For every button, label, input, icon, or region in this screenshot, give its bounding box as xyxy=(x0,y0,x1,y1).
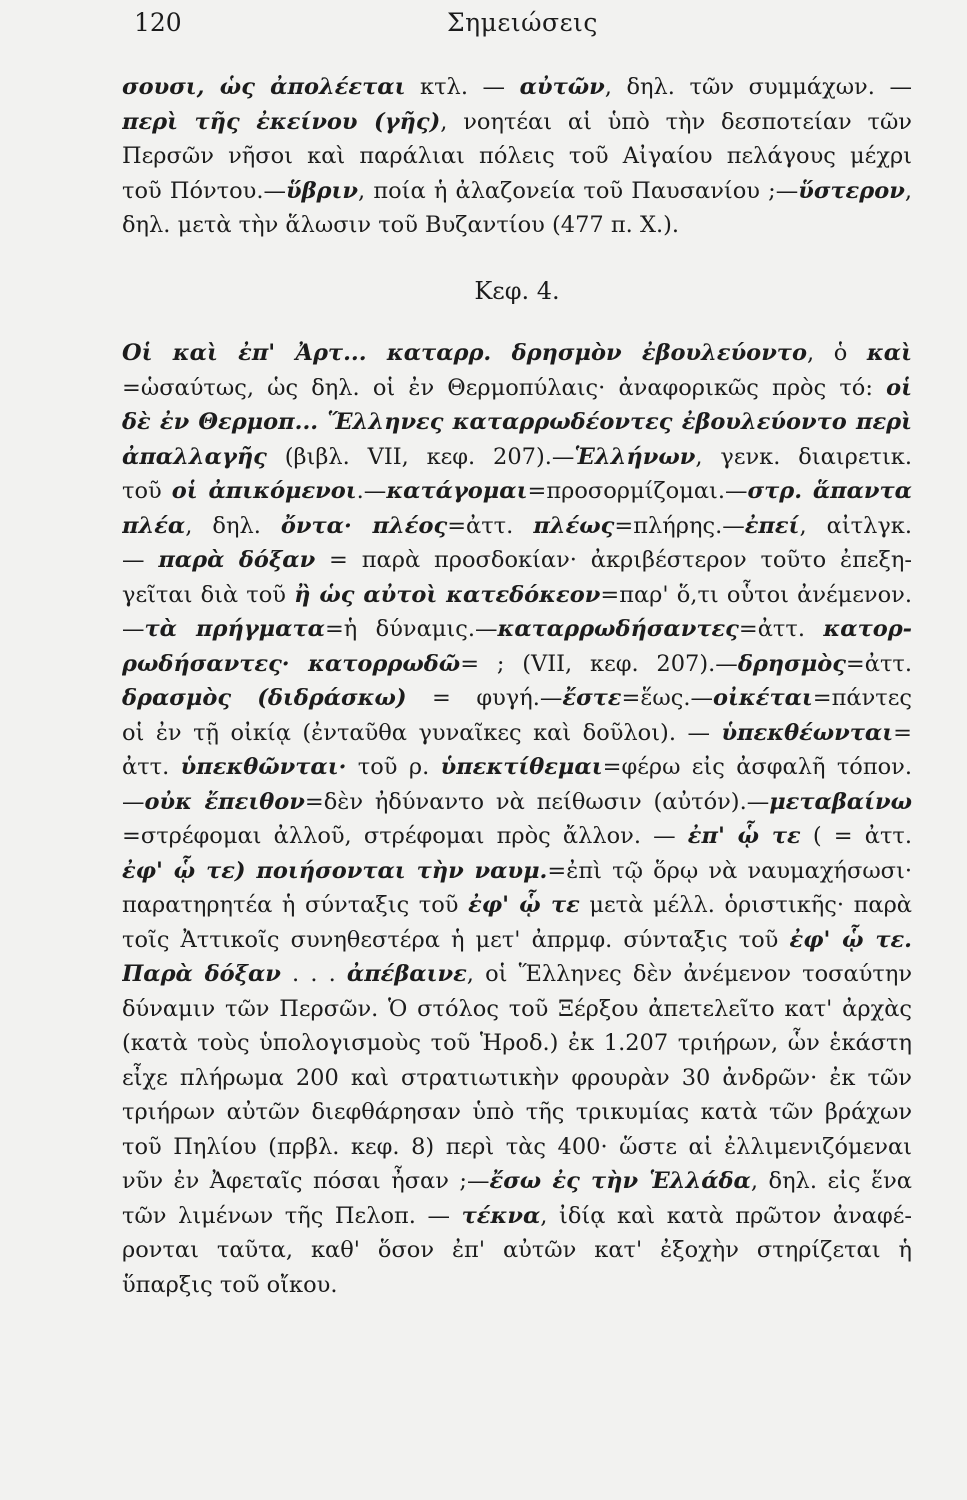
text-line xyxy=(122,819,912,854)
commentary-text: , δηλ. τῶν συμμάχων. — xyxy=(604,74,912,100)
lemma-term: αὐτῶν xyxy=(519,74,605,100)
lemma-term: ἐφ' ᾧ τε) ποιήσονται τὴν ναυμ. xyxy=(122,857,548,884)
commentary-text: γεῖται διὰ τοῦ xyxy=(122,581,295,608)
lemma-term: τὰ πρήγματα xyxy=(144,616,325,642)
commentary-text: (βιβλ. VII, κεφ. 207).— xyxy=(266,443,575,470)
commentary-text: =ἡ δύναμις.— xyxy=(324,616,498,642)
text-line xyxy=(122,1061,912,1096)
text-line xyxy=(122,1095,912,1130)
lemma-term: παρὰ δόξαν xyxy=(158,547,316,573)
lemma-term: οἰκέται xyxy=(713,685,813,711)
text-line xyxy=(122,1233,912,1268)
commentary-text: παρατηρητέα ἡ σύνταξις τοῦ xyxy=(122,892,469,918)
lemma-term: πλέα xyxy=(122,512,186,539)
lemma-term: ἀπαλλαγῆς xyxy=(122,443,267,470)
text-line xyxy=(122,1026,912,1061)
text-line xyxy=(122,888,912,923)
commentary-text: , ἰδίᾳ καὶ κατὰ πρῶτον ἀναφέ- xyxy=(540,1202,912,1229)
text-line xyxy=(122,474,912,509)
commentary-text: . . . xyxy=(280,961,347,987)
chapter-heading: Κεφ. 4. xyxy=(474,276,560,305)
commentary-text: τοῦ Πόντου.— xyxy=(122,177,286,204)
commentary-text: μετὰ μέλλ. ὁριστικῆς· παρὰ xyxy=(579,892,912,918)
text-line xyxy=(122,1164,912,1199)
commentary-text: δηλ. μετὰ τὴν ἅλωσιν τοῦ Βυζαντίου (477 π. Χ.). xyxy=(122,212,680,238)
lemma-term: οὐκ ἔπειθον xyxy=(144,788,305,815)
commentary-text: , νοητέαι αἱ ὑπὸ τὴν δεσποτείαν τῶν xyxy=(440,108,912,135)
text-line xyxy=(122,543,912,578)
commentary-text: Περσῶν νῆσοι καὶ παράλιαι πόλεις τοῦ Αἰγαίου πελάγους μέχρι xyxy=(122,143,912,169)
text-line xyxy=(122,509,912,544)
lemma-term: ἔστε xyxy=(562,685,622,711)
text-line xyxy=(122,578,912,613)
text-line xyxy=(122,440,912,475)
lemma-term: τέκνα xyxy=(461,1202,541,1229)
commentary-text: ἀττ. xyxy=(122,754,181,780)
commentary-text: (κατὰ τοὺς ὑπολογισμοὺς τοῦ Ἡροδ.) ἐκ 1.207 τριήρων, ὧν ἑκάστη xyxy=(122,1030,912,1056)
commentary-text: =φέρω εἰς ἀσφαλῆ τόπον. xyxy=(602,754,912,780)
commentary-text: =ἐπὶ τῷ ὅρῳ νὰ ναυμαχήσωσι· xyxy=(547,857,912,884)
lemma-term: καὶ xyxy=(866,340,912,366)
text-line xyxy=(122,336,912,371)
lemma-term: ἢ ὡς αὐτοὶ κατεδόκεον xyxy=(294,581,601,608)
commentary-text: =δὲν ἠδύναντο νὰ πείθωσιν (αὐτόν).— xyxy=(304,788,770,815)
text-line xyxy=(122,681,912,716)
text-line xyxy=(122,70,912,105)
text-line xyxy=(122,854,912,889)
lemma-term: Οἱ καὶ ἐπ' Ἀρτ... καταρρ. δρησμὸν ἐβουλεύοντο xyxy=(122,340,807,366)
text-line xyxy=(122,647,912,682)
lemma-term: σουσι, ὡς ἀπολέεται xyxy=(122,74,406,100)
commentary-text: τοῦ Πηλίου (πρβλ. κεφ. 8) περὶ τὰς 400· ὥστε αἱ ἐλλιμενιζόμεναι xyxy=(122,1133,912,1160)
text-line xyxy=(122,1268,912,1303)
lemma-term: πλέως xyxy=(533,512,615,539)
lemma-term: Παρὰ δόξαν xyxy=(122,961,281,987)
lemma-term: κατάγομαι xyxy=(386,478,528,504)
lemma-term: οἱ ἀπικόμενοι xyxy=(171,478,357,504)
lemma-term: ὕβριν xyxy=(286,177,359,204)
lemma-term: κατορ- xyxy=(823,616,912,642)
lemma-term: ἐπεί xyxy=(744,512,800,539)
lemma-term: ὑπεκτίθεμαι xyxy=(440,754,603,780)
commentary-text: δύναμιν τῶν Περσῶν. Ὁ στόλος τοῦ Ξέρξου ἀπετελεῖτο κατ' ἀρχὰς xyxy=(122,995,912,1022)
text-line xyxy=(122,405,912,440)
lemma-term: ἔσω ἐς τὴν Ἑλλάδα xyxy=(489,1168,751,1194)
commentary-text: = φυγή.— xyxy=(406,685,563,711)
commentary-text: ( = ἀττ. xyxy=(800,823,912,849)
commentary-text: = ; (VII, κεφ. 207).— xyxy=(460,650,738,677)
text-line xyxy=(122,371,912,406)
commentary-text: =πλήρης.— xyxy=(614,512,745,539)
lemma-term: δρησμὸς xyxy=(737,650,846,677)
lemma-term: ὄντα· πλέος xyxy=(280,512,448,539)
commentary-text: — xyxy=(122,788,145,815)
lemma-term: ἐφ' ᾧ τε xyxy=(468,892,580,918)
lemma-term: ἀπέβαινε xyxy=(346,961,467,987)
commentary-text: =ἀττ. xyxy=(738,616,824,642)
commentary-text: = παρὰ προσδοκίαν· ἀκριβέστερον τοῦτο ἐπεξη- xyxy=(315,547,912,573)
commentary-text: τοῖς Ἀττικοῖς συνηθεστέρα ἡ μετ' ἀπρμφ. σύνταξις τοῦ xyxy=(122,926,790,953)
text-line xyxy=(122,105,912,140)
commentary-text: , ὁ xyxy=(806,340,867,366)
commentary-text: τοῦ ρ. xyxy=(346,754,441,780)
commentary-text: ὕπαρξις τοῦ οἴκου. xyxy=(122,1271,338,1298)
text-line xyxy=(122,174,912,209)
text-line xyxy=(122,208,912,243)
page-header xyxy=(134,8,907,44)
notes-block-intro xyxy=(122,70,912,243)
lemma-term: ρωδήσαντες· κατορρωδῶ xyxy=(122,650,461,677)
commentary-text: =προσορμίζομαι.— xyxy=(527,478,748,504)
commentary-text: = xyxy=(893,719,912,746)
commentary-text: — xyxy=(122,547,159,573)
lemma-term: δρασμὸς (διδράσκω) xyxy=(122,685,407,711)
commentary-text: , οἱ Ἕλληνες δὲν ἀνέμενον τοσαύτην xyxy=(466,961,912,987)
commentary-text: , γενκ. διαιρετικ. xyxy=(695,443,912,470)
text-line xyxy=(122,612,912,647)
commentary-text: τοῦ xyxy=(122,478,172,504)
commentary-text: =ἀττ. xyxy=(845,650,912,677)
commentary-text: , δηλ. xyxy=(185,512,281,539)
commentary-text: , ποία ἡ ἀλαζονεία τοῦ Παυσανίου ;— xyxy=(358,177,799,204)
commentary-text: τῶν λιμένων τῆς Πελοπ. — xyxy=(122,1202,462,1229)
commentary-text: ρονται ταῦτα, καθ' ὅσον ἐπ' αὐτῶν κατ' ἐξοχὴν στηρίζεται ἡ xyxy=(122,1237,912,1263)
lemma-term: μεταβαίνω xyxy=(769,788,912,815)
commentary-text: =ὡσαύτως, ὡς δηλ. οἱ ἐν Θερμοπύλαις· ἀναφορικῶς πρὸς τό: xyxy=(122,374,887,401)
commentary-text: =ἀττ. xyxy=(447,512,534,539)
text-line xyxy=(122,1130,912,1165)
commentary-text: =ἕως.— xyxy=(621,685,714,711)
commentary-text: — xyxy=(122,616,145,642)
text-line xyxy=(122,992,912,1027)
commentary-text: τριήρων αὐτῶν διεφθάρησαν ὑπὸ τῆς τρικυμίας κατὰ τῶν βράχων xyxy=(122,1099,912,1125)
lemma-term: οἱ xyxy=(886,374,912,401)
notes-body xyxy=(122,70,912,1302)
commentary-text: νῦν ἐν Ἀφεταῖς πόσαι ἦσαν ;— xyxy=(122,1168,490,1194)
lemma-term: περὶ τῆς ἐκείνου (γῆς) xyxy=(122,108,441,135)
lemma-term: στρ. ἅπαντα xyxy=(747,478,912,504)
commentary-text: .— xyxy=(356,478,387,504)
text-line xyxy=(122,785,912,820)
lemma-term: ὕστερον xyxy=(798,177,905,204)
lemma-term: δὲ ἐν Θερμοπ... Ἕλληνες καταρρωδέοντες ἐβουλεύοντο περὶ xyxy=(122,409,912,435)
commentary-text: κτλ. — xyxy=(405,74,520,100)
lemma-term: ἐφ' ᾧ τε. xyxy=(789,926,912,953)
text-line xyxy=(122,957,912,992)
text-line xyxy=(122,139,912,174)
commentary-text: , αἰτλγκ. xyxy=(799,512,912,539)
page-number: 120 xyxy=(134,8,182,37)
text-line xyxy=(122,716,912,751)
commentary-text: εἶχε πλήρωμα 200 καὶ στρατιωτικὴν φρουρὰν 30 ἀνδρῶν· ἐκ τῶν xyxy=(122,1064,912,1091)
text-line xyxy=(122,923,912,958)
lemma-term: ὑπεκθέωνται xyxy=(721,719,894,746)
notes-block-chapter-4 xyxy=(122,336,912,1302)
commentary-text: , δηλ. εἰς ἕνα xyxy=(750,1168,912,1194)
lemma-term: ὑπεκθῶνται· xyxy=(180,754,347,780)
running-title: Σημειώσεις xyxy=(447,8,598,37)
commentary-text: οἱ ἐν τῇ οἰκίᾳ (ἐνταῦθα γυναῖκες καὶ δοῦλοι). — xyxy=(122,719,722,746)
text-line xyxy=(122,750,912,785)
lemma-term: ἐπ' ᾧ τε xyxy=(687,823,801,849)
commentary-text: , xyxy=(904,177,912,204)
commentary-text: =παρ' ὅ,τι οὗτοι ἀνέμενον. xyxy=(600,581,912,608)
lemma-term: καταρρωδήσαντες xyxy=(497,616,739,642)
commentary-text: =στρέφομαι ἀλλοῦ, στρέφομαι πρὸς ἄλλον. — xyxy=(122,823,688,849)
lemma-term: Ἑλλήνων xyxy=(574,443,696,470)
text-line xyxy=(122,1199,912,1234)
commentary-text: =πάντες xyxy=(812,685,912,711)
